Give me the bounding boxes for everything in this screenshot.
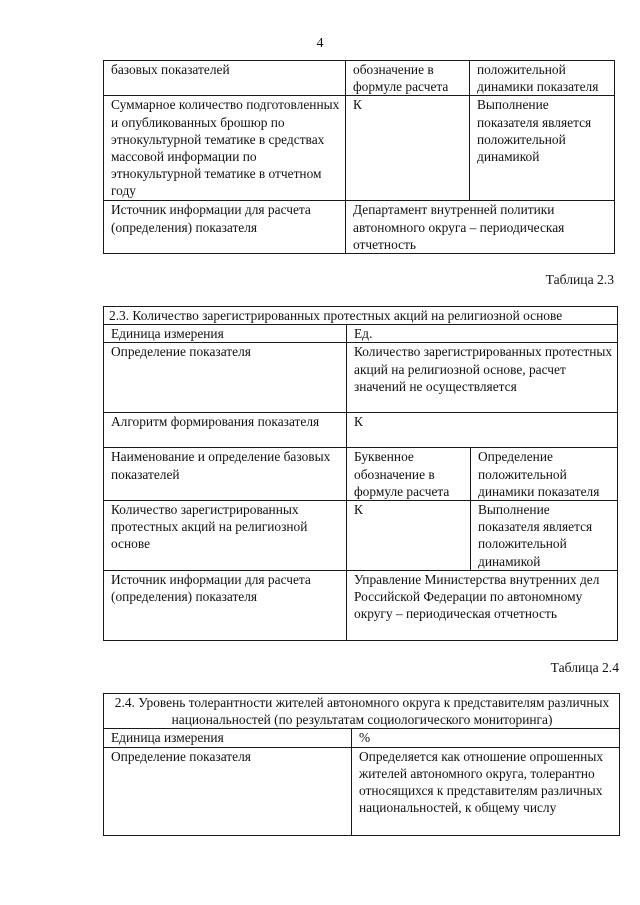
table-row xyxy=(104,343,618,413)
table-title-row xyxy=(104,307,618,325)
cell-source-label: Источник информации для расчета (определения) показателя xyxy=(104,201,346,254)
source-label: Источник информации для расчета (определения) показателя xyxy=(104,571,347,641)
table-row xyxy=(104,325,618,343)
table-caption-2-4: Таблица 2.4 xyxy=(550,660,619,675)
definition-value: Количество зарегистрированных протестных акций на религиозной основе, расчет значений не осуществляется xyxy=(347,343,618,413)
table-row xyxy=(104,571,618,641)
table-row xyxy=(104,96,615,201)
table-row xyxy=(104,448,618,501)
table-title-row xyxy=(104,694,620,729)
base-label: Наименование и определение базовых показателей xyxy=(104,448,347,501)
cell-dynamics-header: положительной динамики показателя xyxy=(470,61,615,96)
table-row xyxy=(104,747,620,835)
source-value: Управление Министерства внутренних дел Российской Федерации по автономному округу – периодическая отчетность xyxy=(347,571,618,641)
unit-label: Единица измерения xyxy=(104,729,352,747)
table-row xyxy=(104,61,615,96)
table-row xyxy=(104,501,618,571)
table-2-3 xyxy=(103,306,618,641)
base-dynamics-header: Определение положительной динамики показателя xyxy=(471,448,618,501)
page-number: 4 xyxy=(316,36,324,51)
table-caption-2-3: Таблица 2.3 xyxy=(545,272,614,287)
indicator-dynamics: Выполнение показателя является положительной динамикой xyxy=(471,501,618,571)
table-row xyxy=(104,729,620,747)
base-symbol-header: Буквенное обозначение в формуле расчета xyxy=(347,448,471,501)
definition-label: Определение показателя xyxy=(104,747,352,835)
unit-value: Ед. xyxy=(347,325,618,343)
table-row xyxy=(104,413,618,448)
algorithm-value: К xyxy=(347,413,618,448)
definition-value: Определяется как отношение опрошенных жителей автономного округа, толерантно относящихся к представителям различных национальностей, к общему числу xyxy=(352,747,620,835)
cell-indicator-dynamics: Выполнение показателя является положительной динамикой xyxy=(470,96,615,201)
cell-symbol-header: обозначение в формуле расчета xyxy=(346,61,470,96)
indicator-symbol: К xyxy=(347,501,471,571)
table-2-4 xyxy=(103,693,620,836)
table-row xyxy=(104,201,615,254)
cell-base-label: базовых показателей xyxy=(104,61,346,96)
table-title: 2.3. Количество зарегистрированных протестных акций на религиозной основе xyxy=(104,307,618,325)
table-title: 2.4. Уровень толерантности жителей автономного округа к представителям различных национальностей (по результатам социологического мониторинга) xyxy=(104,694,620,729)
unit-value: % xyxy=(352,729,620,747)
indicator-label: Количество зарегистрированных протестных акций на религиозной основе xyxy=(104,501,347,571)
table-prev-continuation xyxy=(103,60,615,254)
definition-label: Определение показателя xyxy=(104,343,347,413)
unit-label: Единица измерения xyxy=(104,325,347,343)
cell-indicator-symbol: К xyxy=(346,96,470,201)
algorithm-label: Алгоритм формирования показателя xyxy=(104,413,347,448)
cell-source-value: Департамент внутренней политики автономного округа – периодическая отчетность xyxy=(346,201,615,254)
cell-indicator-label: Суммарное количество подготовленных и опубликованных брошюр по этнокультурной тематике в средствах массовой информации по этнокультурной тематике в отчетном году xyxy=(104,96,346,201)
